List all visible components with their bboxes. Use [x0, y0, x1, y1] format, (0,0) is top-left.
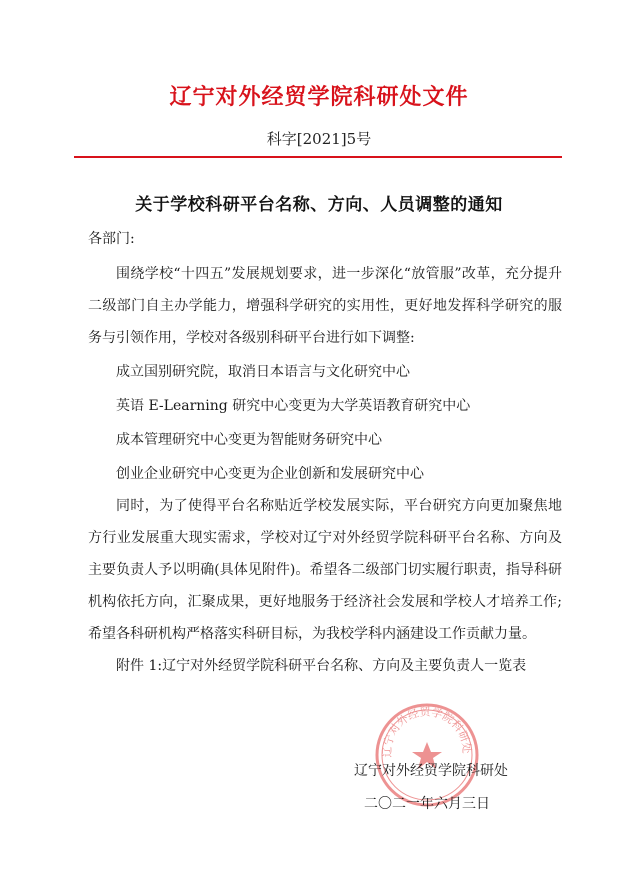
- document-number: 科字[2021]5号: [266, 130, 372, 148]
- document-header-title: 辽宁对外经贸学院科研处文件: [169, 84, 469, 110]
- adjustment-item: 创业企业研究中心变更为企业创新和发展研究中心: [116, 466, 424, 482]
- notice-body: [88, 258, 562, 682]
- adjustment-item: 成本管理研究中心变更为智能财务研究中心: [116, 432, 382, 448]
- adjustment-item: 成立国别研究院，取消日本语言与文化研究中心: [116, 364, 410, 380]
- signature-date-text: 二〇二一年六月三日: [364, 796, 490, 812]
- closing-paragraph: 同时，为了使得平台名称贴近学校发展实际，平台研究方向更加聚焦地方行业发展重大现实需求，学校对辽宁对外经贸学院科研平台名称、方向及主要负责人予以明确(具体见附件)。希望各二级部门切实履行职责，指导科研机构依托方向，汇聚成果，更好地服务于经济社会发展和学校人才培养工作;希望各科研机构严格落实科研目标，为我校学科内涵建设工作贡献力量。: [88, 498, 562, 642]
- intro-paragraph: 围绕学校“十四五”发展规划要求，进一步深化“放管服”改革，充分提升二级部门自主办学能力，增强科学研究的实用性，更好地发挥科学研究的服务与引领作用，学校对各级别科研平台进行如下调整:: [88, 266, 562, 346]
- salutation: 各部门:: [88, 231, 135, 247]
- svg-text:辽宁对外经贸学院科研处: 辽宁对外经贸学院科研处: [380, 705, 474, 758]
- signature-org-text: 辽宁对外经贸学院科研处: [354, 763, 508, 779]
- notice-title: 关于学校科研平台名称、方向、人员调整的通知: [135, 195, 503, 215]
- attachment-line: 附件 1:辽宁对外经贸学院科研平台名称、方向及主要负责人一览表: [116, 658, 527, 674]
- adjustment-item: 英语 E-Learning 研究中心变更为大学英语教育研究中心: [116, 398, 471, 414]
- red-divider-line: [74, 156, 562, 158]
